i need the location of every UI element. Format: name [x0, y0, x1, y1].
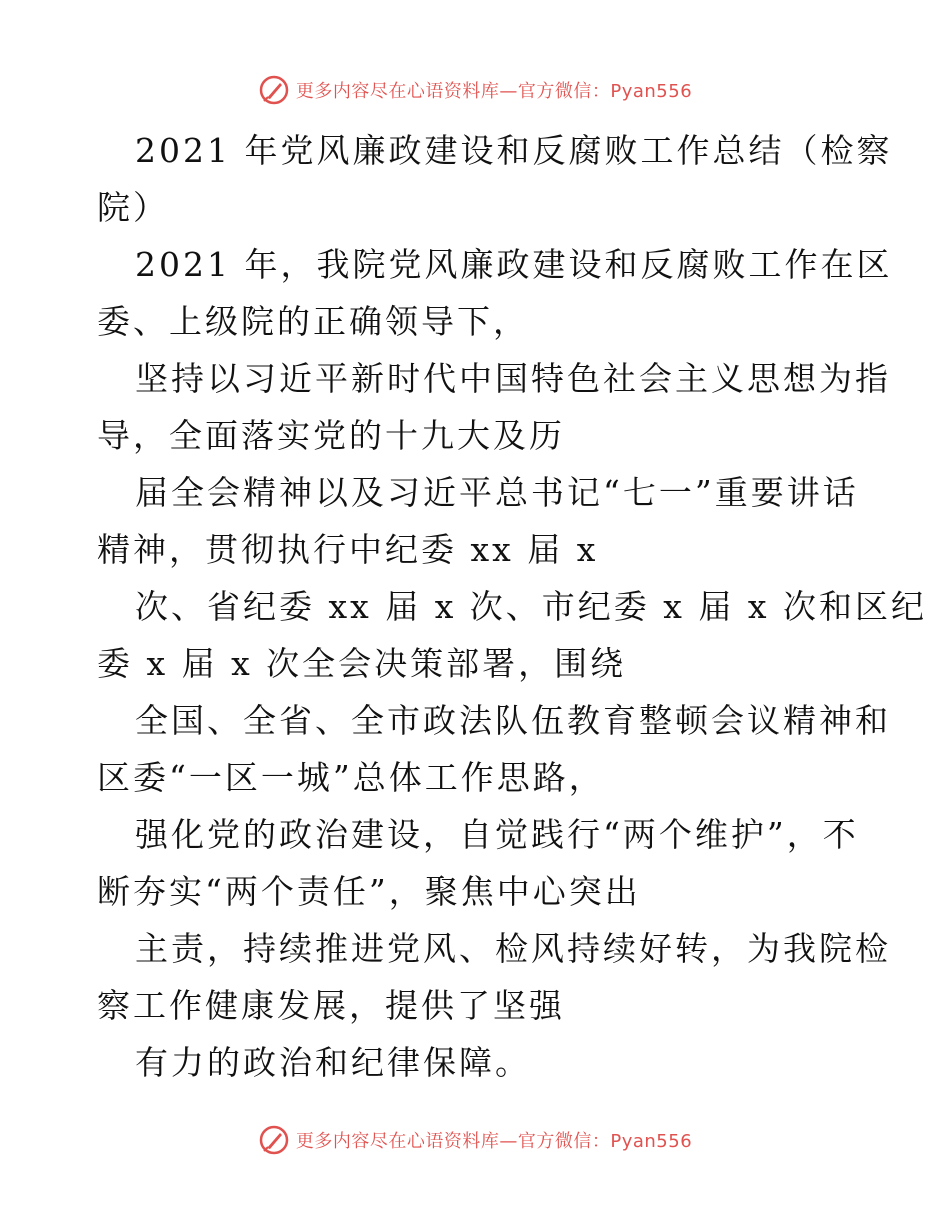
paragraph-line: 精神，贯彻执行中纪委 xx 届 x: [97, 530, 599, 569]
paragraph-line: 届全会精神以及习近平总书记“七一”重要讲话: [135, 473, 859, 512]
paragraph-line: 委、上级院的正确领导下，: [97, 302, 529, 341]
watermark-text: 更多内容尽在心语资料库—官方微信：Pyan556: [295, 81, 693, 102]
paragraph-line: 2021 年，我院党风廉政建设和反腐败工作在区: [135, 245, 893, 284]
document-title-line-1: 2021 年党风廉政建设和反腐败工作总结（检察: [135, 131, 893, 170]
paragraph-line: 坚持以习近平新时代中国特色社会主义思想为指: [135, 359, 891, 398]
paragraph-line: 委 x 届 x 次全会决策部署，围绕: [97, 644, 627, 683]
watermark-footer: [0, 1120, 950, 1160]
paragraph-line: 区委“一区一城”总体工作思路，: [97, 758, 605, 797]
quill-pen-icon: [258, 74, 290, 106]
watermark-header: [0, 70, 950, 110]
document-title-line-2: 院）: [97, 188, 169, 227]
quill-pen-icon: [258, 1124, 290, 1156]
watermark-text: 更多内容尽在心语资料库—官方微信：Pyan556: [295, 1131, 693, 1152]
paragraph-line: 有力的政治和纪律保障。: [135, 1043, 531, 1082]
paragraph-line: 强化党的政治建设，自觉践行“两个维护”，不: [135, 815, 859, 854]
paragraph-line: 主责，持续推进党风、检风持续好转，为我院检: [135, 929, 891, 968]
document-body: [97, 122, 927, 1091]
paragraph-line: 导，全面落实党的十九大及历: [97, 416, 565, 455]
paragraph-line: 察工作健康发展，提供了坚强: [97, 986, 565, 1025]
paragraph-line: 次、省纪委 xx 届 x 次、市纪委 x 届 x 次和区纪: [135, 587, 927, 626]
paragraph-line: 断夯实“两个责任”，聚焦中心突出: [97, 872, 641, 911]
paragraph-line: 全国、全省、全市政法队伍教育整顿会议精神和: [135, 701, 891, 740]
